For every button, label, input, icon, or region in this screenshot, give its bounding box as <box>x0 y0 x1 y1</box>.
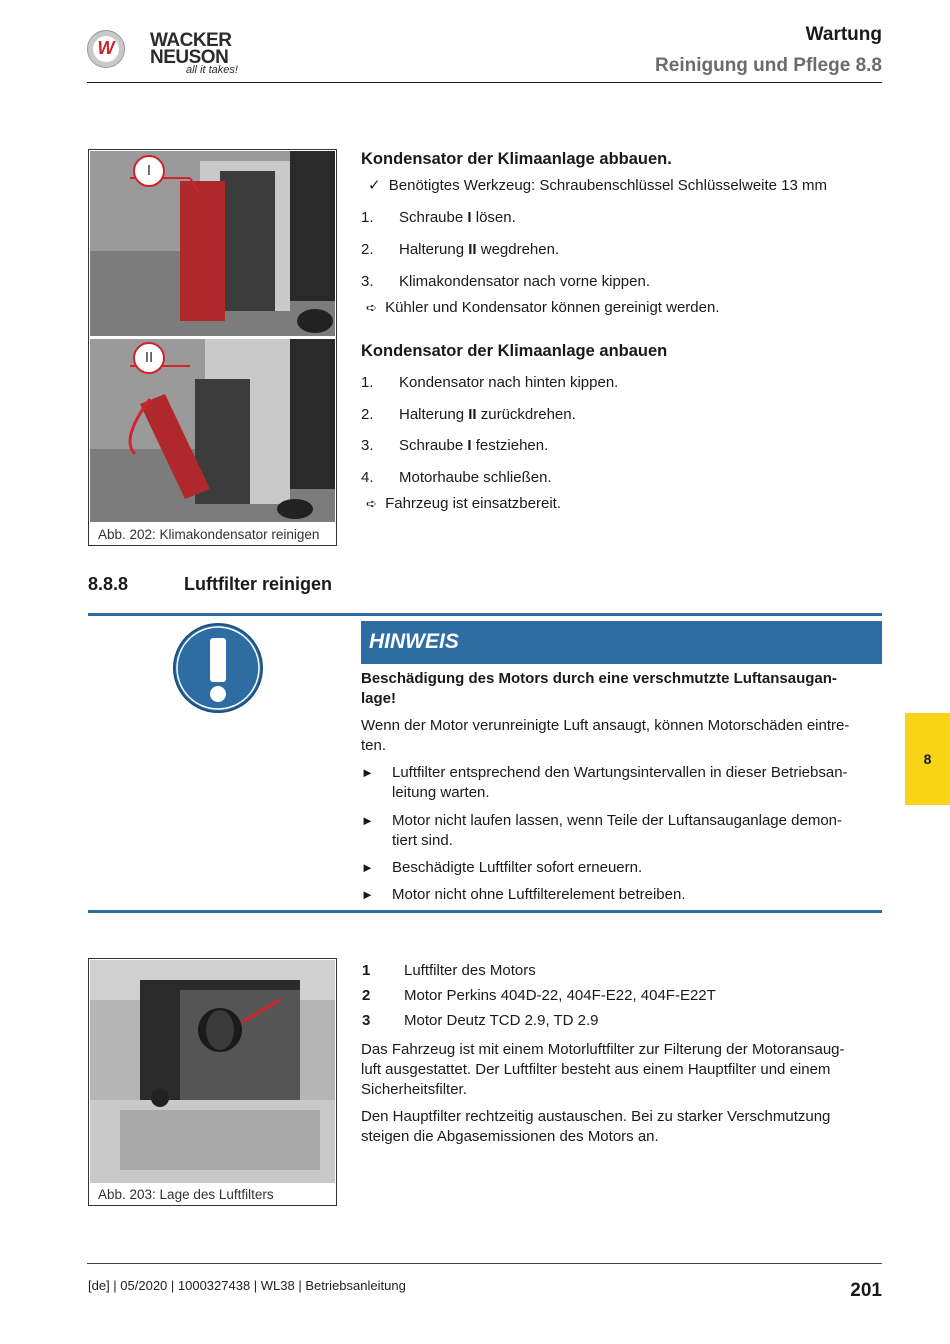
triangle-bullet-icon: ► <box>361 813 374 828</box>
list-item <box>361 436 548 456</box>
notice-label: HINWEIS <box>361 621 882 664</box>
photo-air-filter <box>90 960 335 1183</box>
result-arrow-icon: ➪ <box>366 300 377 315</box>
remove-result <box>366 298 719 318</box>
step-text: Schraube <box>399 437 468 454</box>
photo-condenser-tilted <box>90 339 335 522</box>
step-ref: II <box>468 406 477 423</box>
paragraph-line: Sicherheitsfilter. <box>361 1081 467 1098</box>
notice-body <box>361 716 849 756</box>
notice-bottom-rule <box>88 910 882 913</box>
notice-headline-line1: Beschädigung des Motors durch eine verschmutzte Luftansaugan- <box>361 670 837 687</box>
step-ref: I <box>467 437 472 454</box>
bullet-text-cont: leitung warten. <box>392 784 490 801</box>
chapter-title: Wartung <box>805 24 882 45</box>
notice-body-line2: ten. <box>361 737 387 754</box>
page-number: 201 <box>850 1280 882 1301</box>
list-item <box>361 272 650 292</box>
result-text: Kühler und Kondensator können gereinigt werden. <box>385 299 720 316</box>
footer-info: [de] | 05/2020 | 1000327438 | WL38 | Betriebsanleitung <box>88 1278 406 1293</box>
list-item <box>361 373 618 393</box>
remove-heading: Kondensator der Klimaanlage abbauen. <box>361 150 672 168</box>
list-item <box>361 858 642 878</box>
step-text-end: festziehen. <box>471 437 549 454</box>
step-number: 3. <box>361 437 374 454</box>
step-text: Klimakondensator nach vorne kippen. <box>399 273 650 290</box>
step-text-end: zurückdrehen. <box>476 406 576 423</box>
footer-divider <box>87 1263 882 1264</box>
list-item <box>361 208 516 228</box>
logo-slogan: all it takes! <box>186 64 238 76</box>
notice-body-line1: Wenn der Motor verunreinigte Luft ansaugt, können Motorschäden eintre- <box>361 717 850 734</box>
paragraph-line: luft ausgestattet. Der Luftfilter besteht aus einem Hauptfilter und einem <box>361 1061 831 1078</box>
legend-number: 1 <box>362 962 371 979</box>
step-text-end: wegdrehen. <box>476 241 560 258</box>
legend-number: 2 <box>362 987 371 1004</box>
section-heading: Luftfilter reinigen <box>184 574 332 594</box>
step-text: Schraube <box>399 209 468 226</box>
step-number: 1. <box>361 374 374 391</box>
paragraph-replace-info <box>361 1107 830 1147</box>
mandatory-action-icon <box>172 622 264 714</box>
install-result <box>366 494 561 514</box>
photo-condenser-removed <box>90 151 335 336</box>
legend-item <box>362 986 716 1006</box>
brand-logo-text <box>150 32 231 66</box>
figure-caption: Abb. 203: Lage des Luftfilters <box>98 1187 274 1202</box>
list-item <box>361 405 576 425</box>
section-number: 8.8.8 <box>88 574 129 594</box>
legend-number: 3 <box>362 1012 371 1029</box>
figure-203 <box>88 958 337 1206</box>
step-number: 1. <box>361 209 374 226</box>
step-text: Kondensator nach hinten kippen. <box>399 374 619 391</box>
list-item <box>361 811 842 851</box>
legend-text: Luftfilter des Motors <box>404 962 536 979</box>
result-arrow-icon: ➪ <box>366 496 377 511</box>
photo-air-filter-drawing <box>90 960 335 1183</box>
bullet-text: Motor nicht laufen lassen, wenn Teile der Luftansauganlage demon- <box>392 812 843 829</box>
exclamation-icon <box>172 622 264 714</box>
notice-top-rule <box>88 613 882 616</box>
list-item <box>361 885 686 905</box>
section-title: Reinigung und Pflege 8.8 <box>655 55 882 76</box>
legend-text: Motor Deutz TCD 2.9, TD 2.9 <box>404 1012 599 1029</box>
logo-letter: W <box>97 38 115 58</box>
step-text: Halterung <box>399 241 469 258</box>
notice-headline-line2: lage! <box>361 690 397 707</box>
legend-text: Motor Perkins 404D-22, 404F-E22, 404F-E22T <box>404 987 716 1004</box>
chapter-tab[interactable] <box>905 713 950 805</box>
notice-headline <box>361 669 837 709</box>
chapter-tab-label: 8 <box>923 751 932 767</box>
step-ref: II <box>468 241 477 258</box>
paragraph-line: Das Fahrzeug ist mit einem Motorluftfilter zur Filterung der Motoransaug- <box>361 1041 845 1058</box>
photo-condenser-tilted-drawing <box>90 339 335 522</box>
step-ref: I <box>467 209 472 226</box>
list-item <box>361 240 559 260</box>
bullet-text: Beschädigte Luftfilter sofort erneuern. <box>392 859 643 876</box>
step-text-end: lösen. <box>471 209 516 226</box>
marker-i: I <box>133 155 165 187</box>
tool-text: Benötigtes Werkzeug: Schraubenschlüssel Schlüsselweite 13 mm <box>388 177 828 194</box>
list-item <box>361 468 552 488</box>
figure-202 <box>88 149 337 546</box>
logo-line2: NEUSON <box>150 47 229 68</box>
legend-item <box>362 961 536 981</box>
brand-logo-icon <box>87 30 125 68</box>
triangle-bullet-icon: ► <box>361 860 374 875</box>
tool-line <box>368 176 827 196</box>
header-divider <box>87 82 882 83</box>
step-number: 3. <box>361 273 374 290</box>
bullet-text: Luftfilter entsprechend den Wartungsintervallen in dieser Betriebsan- <box>392 764 848 781</box>
bullet-text-cont: tiert sind. <box>392 832 453 849</box>
step-text: Motorhaube schließen. <box>399 469 552 486</box>
marker-ii: II <box>133 342 165 374</box>
check-icon: ✓ <box>368 177 381 194</box>
paragraph-line: Den Hauptfilter rechtzeitig austauschen. Bei zu starker Verschmutzung <box>361 1108 831 1125</box>
bullet-text: Motor nicht ohne Luftfilterelement betreiben. <box>392 886 686 903</box>
result-text: Fahrzeug ist einsatzbereit. <box>385 495 561 512</box>
logo-line1: WACKER <box>150 30 232 51</box>
photo-condenser-removed-drawing <box>90 151 335 336</box>
paragraph-filter-info <box>361 1040 845 1100</box>
list-item <box>361 763 848 803</box>
step-number: 2. <box>361 406 374 423</box>
step-number: 4. <box>361 469 374 486</box>
triangle-bullet-icon: ► <box>361 765 374 780</box>
legend-item <box>362 1011 599 1031</box>
step-number: 2. <box>361 241 374 258</box>
figure-caption: Abb. 202: Klimakondensator reinigen <box>98 527 320 542</box>
step-text: Halterung <box>399 406 469 423</box>
triangle-bullet-icon: ► <box>361 887 374 902</box>
paragraph-line: steigen die Abgasemissionen des Motors an. <box>361 1128 659 1145</box>
install-heading: Kondensator der Klimaanlage anbauen <box>361 342 668 360</box>
